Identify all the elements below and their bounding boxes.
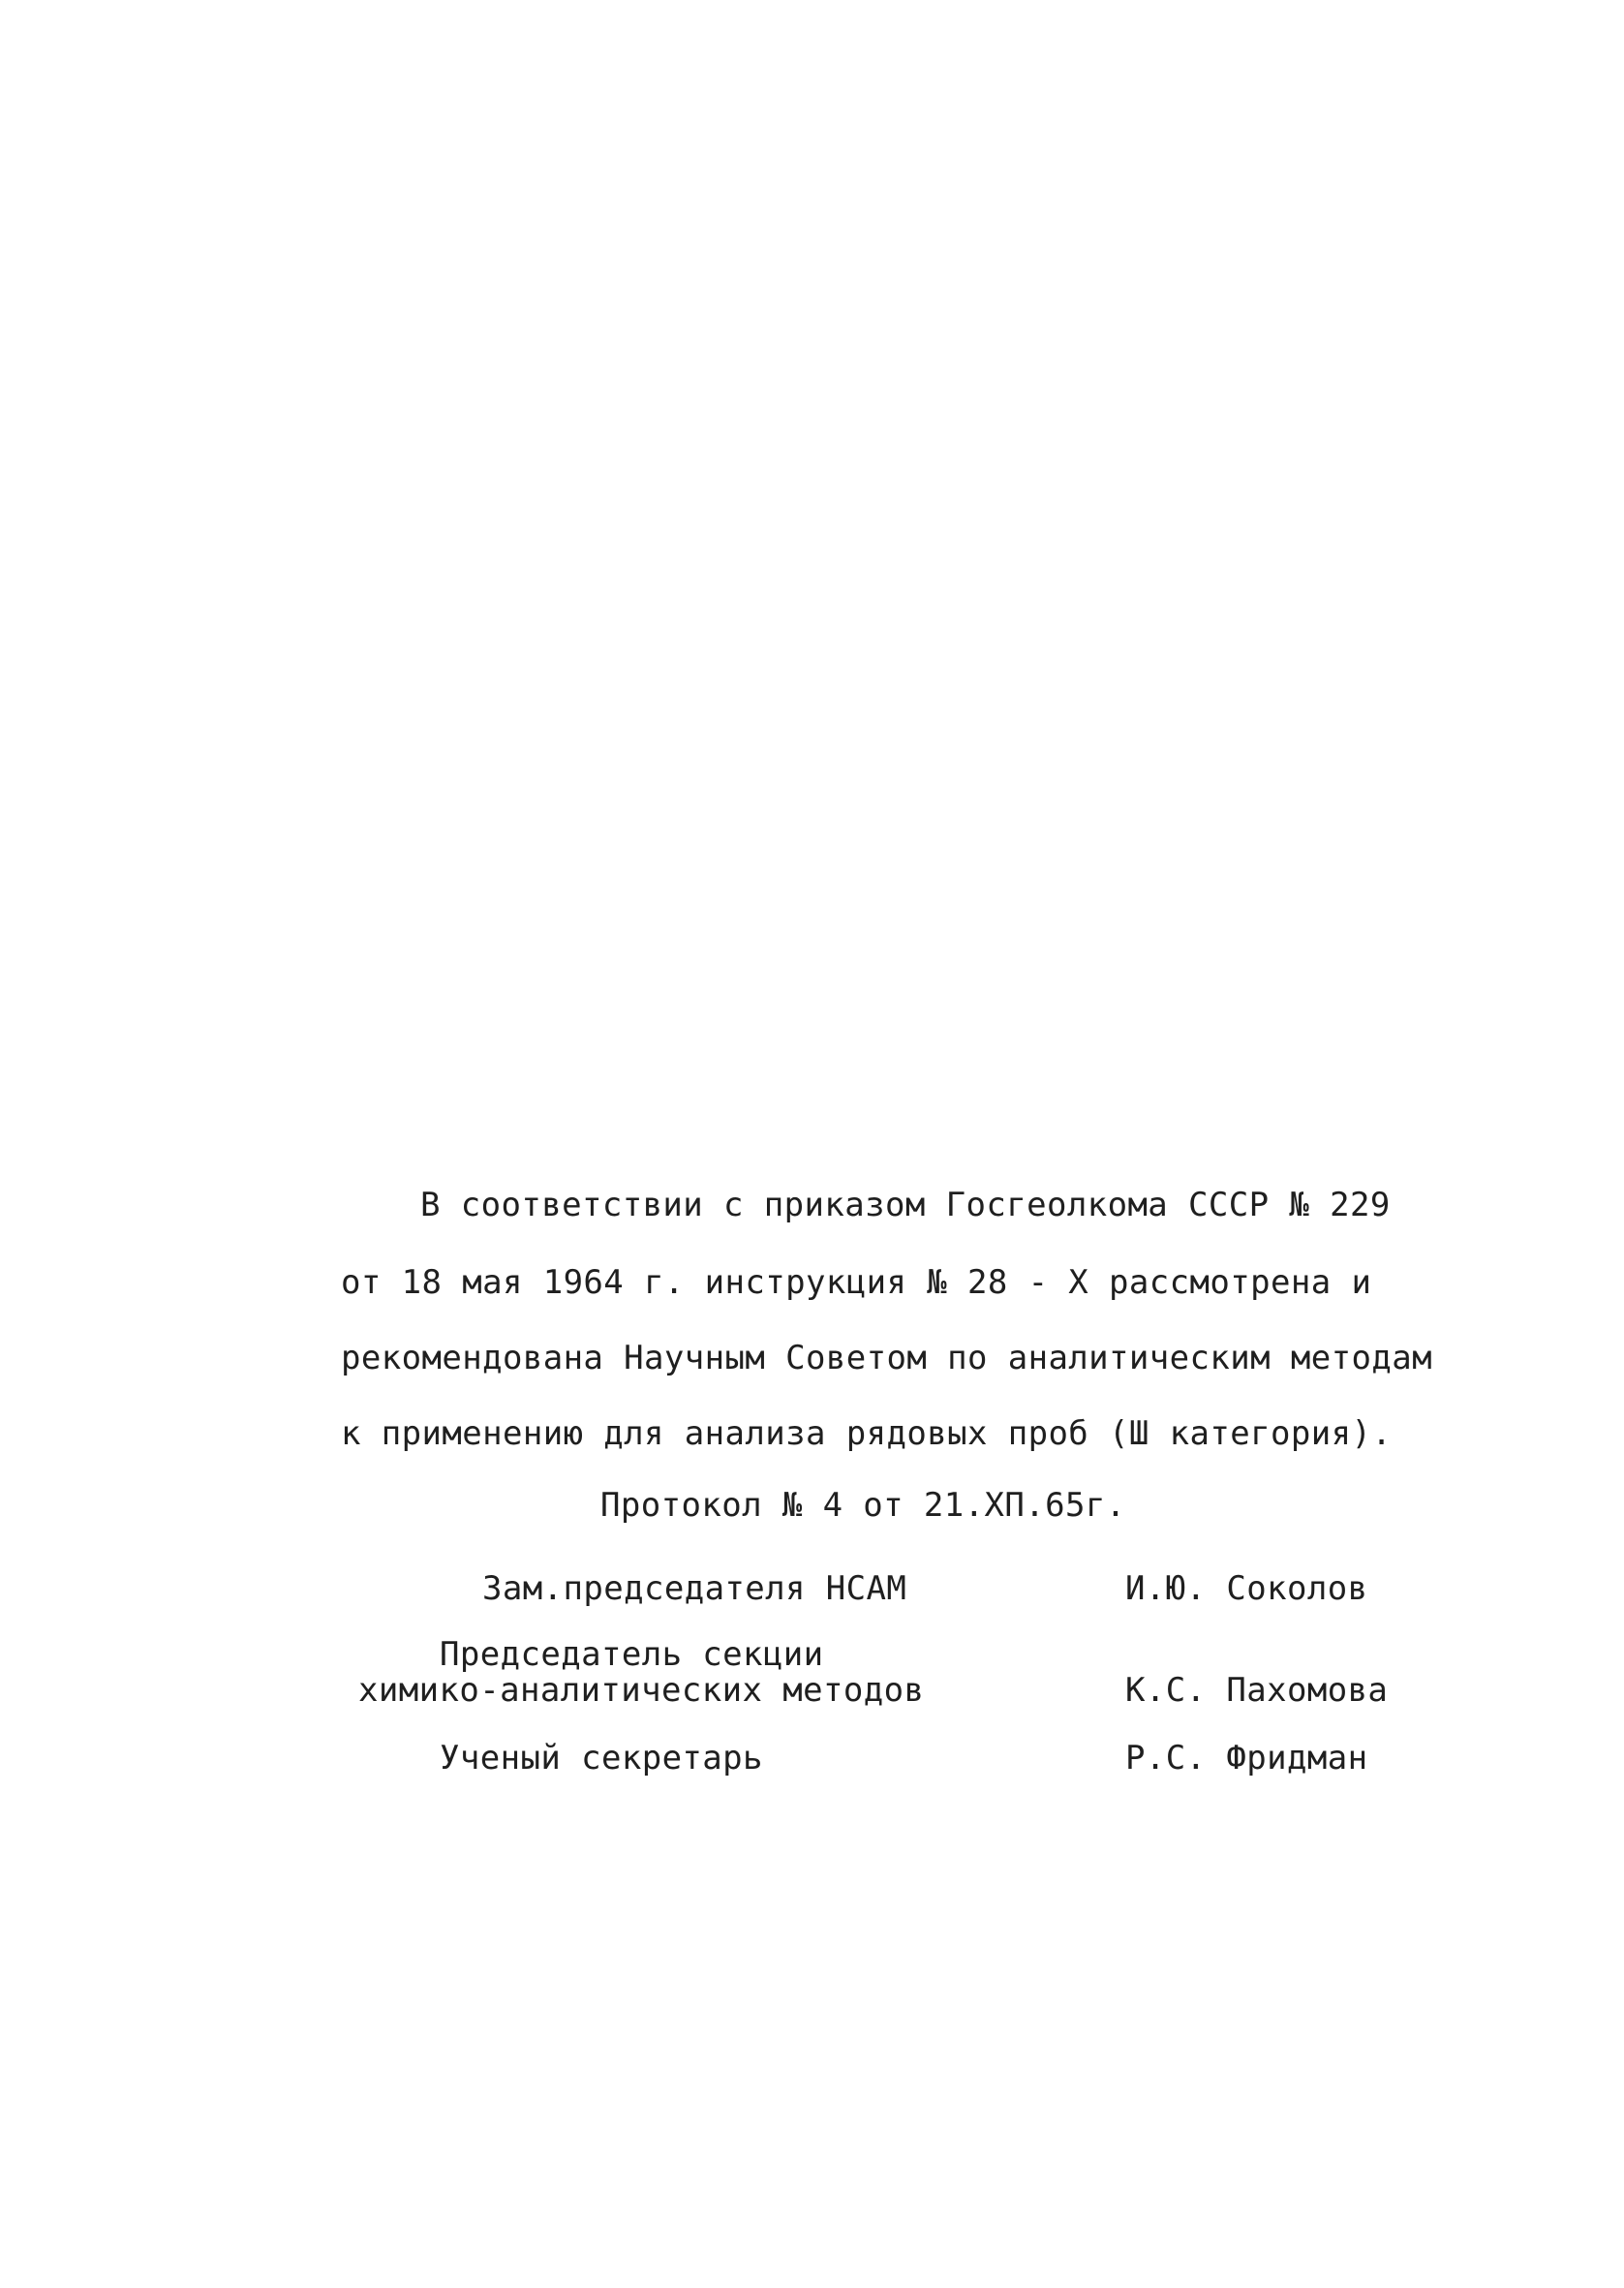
signatory-name: Р.С. Фридман: [1125, 1739, 1368, 1778]
statement-line-2: от 18 мая 1964 г. инструкция № 28 - Х рассмотрена и: [341, 1263, 1372, 1302]
signatory-name: И.Ю. Соколов: [1125, 1569, 1368, 1608]
signatory-role: Ученый секретарь: [440, 1739, 763, 1778]
signatory-role-continued: химико-аналитических методов: [358, 1671, 925, 1710]
statement-line-4: к применению для анализа рядовых проб (Ш категория).: [341, 1414, 1393, 1453]
signatory-role: Председатель секции: [440, 1635, 824, 1674]
signatory-role: Зам.председателя НСАМ: [482, 1569, 907, 1608]
statement-line-3: рекомендована Научным Советом по аналитическим методам: [341, 1339, 1432, 1377]
signatory-name: К.С. Пахомова: [1125, 1671, 1389, 1710]
protocol-line: Протокол № 4 от 21.XП.65г.: [600, 1486, 1126, 1525]
statement-line-1: В соответствии с приказом Госгеолкома СССР № 229: [420, 1186, 1391, 1224]
